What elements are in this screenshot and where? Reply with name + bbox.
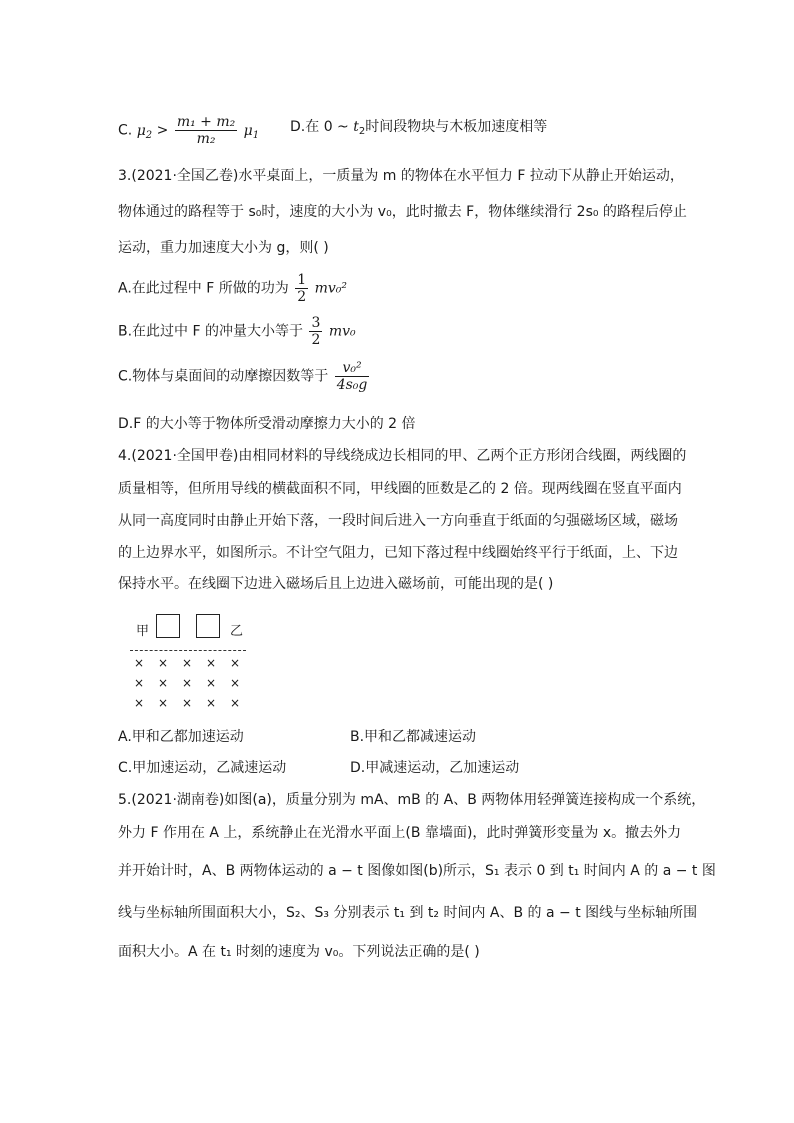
fraction-denominator: 2	[311, 332, 321, 348]
field-cross-icon: ×	[133, 676, 145, 690]
q4-stem-line-4: 的上边界水平，如图所示。不计空气阻力，已知下落过程中线圈始终平行于纸面，上、下边	[118, 545, 678, 561]
q4-option-d: D.甲减速运动，乙加速运动	[350, 760, 520, 776]
greater-than: >	[156, 122, 173, 139]
fraction-denominator: 2	[297, 289, 307, 305]
field-cross-icon: ×	[181, 676, 193, 690]
field-cross-icon: ×	[205, 676, 217, 690]
option-d-prefix: D.在	[290, 119, 324, 135]
mass-ratio-fraction	[175, 114, 237, 147]
friction-coefficient-fraction	[335, 360, 370, 393]
field-cross-icon: ×	[229, 656, 241, 670]
q3-option-d: D.F 的大小等于物体所受滑动摩擦力大小的 2 倍	[118, 416, 416, 432]
fraction-numerator: v₀²	[335, 360, 370, 377]
coil-jia	[156, 614, 180, 638]
q4-stem-line-2: 质量相等，但所用导线的横截面积不同，甲线圈的匝数是乙的 2 倍。现两线圈在竖直平面内	[118, 481, 682, 497]
option-d-text: 时间段物块与木板加速度相等	[365, 119, 548, 135]
field-cross-icon: ×	[157, 656, 169, 670]
field-cross-icon: ×	[229, 696, 241, 710]
q4-stem-line-3: 从同一高度同时由静止开始下落，一段时间后进入一方向垂直于纸面的匀强磁场区域，磁场	[118, 513, 678, 529]
momentum-term: mv₀	[328, 323, 356, 340]
field-cross-icon: ×	[205, 656, 217, 670]
q4-option-a: A.甲和乙都加速运动	[118, 729, 244, 745]
field-cross-icon: ×	[133, 656, 145, 670]
field-cross-icon: ×	[205, 696, 217, 710]
mu1-symbol: $\mu_1$	[243, 122, 260, 141]
q4-stem-line-5: 保持水平。在线圈下边进入磁场后且上边进入磁场前，可能出现的是( )	[118, 576, 554, 592]
q3-stem-line-3: 运动，重力加速度大小为 g，则( )	[118, 240, 329, 256]
q5-stem-line-2: 外力 F 作用在 A 上，系统静止在光滑水平面上(B 靠墙面)，此时弹簧形变量为 x。撤去外力	[118, 825, 682, 841]
coil-magnetic-field-figure	[130, 612, 250, 712]
time-range-start: 0 ~	[323, 119, 354, 135]
q3-option-c	[118, 360, 371, 393]
q4-stem-line-1: 4.(2021·全国甲卷)由相同材料的导线绕成边长相同的甲、乙两个正方形闭合线圈，两线圈的	[118, 448, 687, 464]
time-symbol: t	[353, 119, 359, 135]
field-cross-icon: ×	[229, 676, 241, 690]
q3-option-a	[118, 272, 347, 305]
q5-stem-line-5: 面积大小。A 在 t₁ 时刻的速度为 v₀。下列说法正确的是( )	[118, 944, 480, 960]
q3-stem-line-2: 物体通过的路程等于 s₀时，速度的大小为 v₀，此时撤去 F，物体继续滑行 2s₀ 的路程后停止	[118, 204, 687, 220]
option-a-text: A.在此过程中 F 所做的功为	[118, 280, 289, 297]
field-cross-icon: ×	[157, 696, 169, 710]
mu2-symbol: $\mu_2$	[136, 122, 153, 141]
option-c-prefix: C.	[118, 122, 133, 139]
fraction-denominator: m₂	[196, 131, 216, 147]
field-cross-icon: ×	[133, 696, 145, 710]
q2-option-c	[118, 114, 259, 147]
q4-option-c: C.甲加速运动，乙减速运动	[118, 760, 287, 776]
q5-stem-line-1: 5.(2021·湖南卷)如图(a)，质量分别为 mA、mB 的 A、B 两物体用轻弹簧连接构成一个系统，	[118, 792, 706, 808]
field-cross-icon: ×	[181, 656, 193, 670]
field-cross-icon: ×	[181, 696, 193, 710]
coil-yi	[196, 614, 220, 638]
kinetic-term: mv₀²	[314, 280, 347, 297]
fraction-numerator: 1	[297, 272, 307, 288]
q5-stem-line-3: 并开始计时，A、B 两物体运动的 a − t 图像如图(b)所示，S₁ 表示 0 到 t₁ 时间内 A 的 a − t 图	[118, 863, 716, 879]
coil-label-yi: 乙	[230, 624, 244, 639]
fraction-numerator: m₁ + m₂	[176, 114, 236, 130]
q5-stem-line-4: 线与坐标轴所围面积大小，S₂、S₃ 分别表示 t₁ 到 t₂ 时间内 A、B 的 a − t 图线与坐标轴所围	[118, 905, 698, 921]
q3-option-b	[118, 315, 356, 348]
option-b-text: B.在此过中 F 的冲量大小等于	[118, 323, 304, 340]
q3-stem-line-1: 3.(2021·全国乙卷)水平桌面上，一质量为 m 的物体在水平恒力 F 拉动下从静止开始运动，	[118, 168, 684, 184]
q4-option-b: B.甲和乙都减速运动	[350, 729, 477, 745]
time-subscript: 2	[358, 126, 366, 137]
q2-option-d	[290, 117, 547, 142]
option-c-text: C.物体与桌面间的动摩擦因数等于	[118, 368, 329, 385]
fraction-numerator: 3	[311, 315, 321, 331]
one-half-fraction	[295, 272, 308, 305]
coil-label-jia: 甲	[136, 624, 150, 639]
fraction-denominator: 4s₀g	[336, 377, 368, 393]
field-upper-boundary	[130, 650, 246, 651]
three-halves-fraction	[309, 315, 322, 348]
field-cross-icon: ×	[157, 676, 169, 690]
